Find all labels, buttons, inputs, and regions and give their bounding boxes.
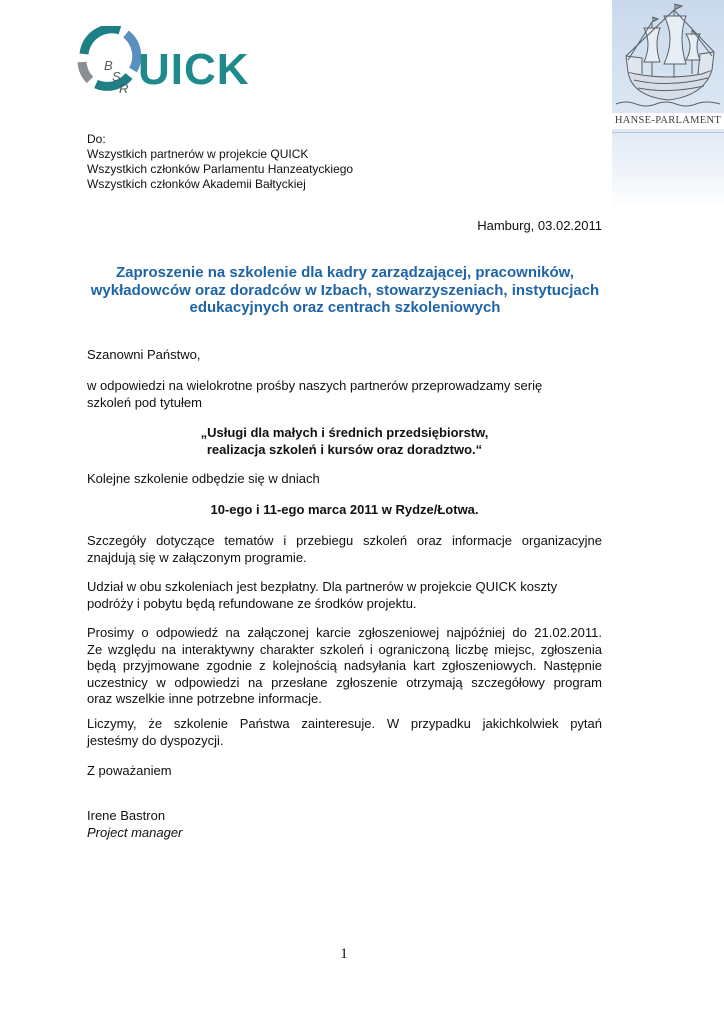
logo-ring-left [82,62,90,80]
costs-line: podróży i pobytu będą refundowane ze środków projektu. [87,595,417,611]
recipient-line: Wszystkich członków Parlamentu Hanzeatyckiego [87,162,354,176]
recipients-block [87,132,487,192]
date-line: Hamburg, 03.02.2011 [477,218,602,233]
costs-line: Udział w obu szkoleniach jest bezpłatny. Dla partnerów w projekcie QUICK koszty [87,579,558,594]
partner-name: HANSE-PARLAMENT [612,113,724,129]
logo-letter-b: B [104,58,113,73]
recipients-label: Do: [87,132,106,146]
closing-line: jesteśmy do dyspozycji. [87,732,224,748]
recipient-line: Wszystkich partnerów w projekcie QUICK [87,147,309,161]
logo-ring-right [126,34,137,70]
next-training-text: Kolejne szkolenie odbędzie się w dniach [87,471,320,486]
response-line: oraz wszelkie inne potrzebne informacje. [87,691,322,706]
intro-paragraph [87,378,602,411]
details-line: znajdują się w załączonym programie. [87,549,307,565]
response-paragraph [87,625,602,708]
logo-wordmark: UICK [138,45,250,94]
intro-line: szkoleń pod tytułem [87,394,202,410]
regards: Z poważaniem [87,763,172,778]
title-line: Zaproszenie na szkolenie dla kadry zarządzającej, pracowników, [116,264,574,281]
signature-block [87,808,602,841]
response-line: uczestnicy w odpowiedzi na przesłane zgłoszenie otrzymają szczegółowy program [87,674,602,690]
response-line: Ze względu na interaktywny charakter szkoleń i ograniczoną liczbę miejsc, zgłoszenia [87,641,602,657]
signature-name: Irene Bastron [87,808,166,823]
training-title-line: „Usługi dla małych i średnich przedsiębiorstw, [200,425,489,440]
quick-logo [76,26,252,100]
ship-icon [612,0,724,110]
costs-paragraph [87,579,602,612]
recipient-line: Wszystkich członków Akademii Bałtyckiej [87,177,306,191]
logo-ring-top [84,29,120,54]
logo-letter-s: S [112,69,121,84]
logo-letter-r: R [119,81,129,96]
signature-role: Project manager [87,824,183,840]
page-number: 1 [340,946,348,962]
response-line: będą przyjmowane zgodnie z kolejnością nadsyłania kart zgłoszeniowych. Następnie [87,658,602,673]
training-title-line: realizacja szkoleń i kursów oraz doradztwo.“ [206,441,483,457]
title-line: wykładowców oraz doradców w Izbach, stowarzyszeniach, instytucjach [90,281,600,299]
salutation: Szanowni Państwo, [87,347,201,362]
training-dates: 10-ego i 11-ego marca 2011 w Rydze/Łotwa. [210,502,479,517]
title-line: edukacyjnych oraz centrach szkoleniowych [189,299,501,316]
details-line: Szczegóły dotyczące tematów i przebiegu szkoleń oraz informacje organizacyjne [87,533,602,548]
letter-title [80,264,610,317]
response-line: Prosimy o odpowiedź na załączonej karcie zgłoszeniowej najpóźniej do 21.02.2011. [87,625,602,640]
partner-divider [612,132,724,133]
closing-line: Liczymy, że szkolenie Państwa zainteresuje. W przypadku jakichkolwiek pytań [87,716,602,731]
details-paragraph [87,533,602,566]
intro-line: w odpowiedzi na wielokrotne prośby naszych partnerów przeprowadzamy serię [87,378,543,393]
training-title [87,425,602,458]
closing-paragraph [87,716,602,749]
